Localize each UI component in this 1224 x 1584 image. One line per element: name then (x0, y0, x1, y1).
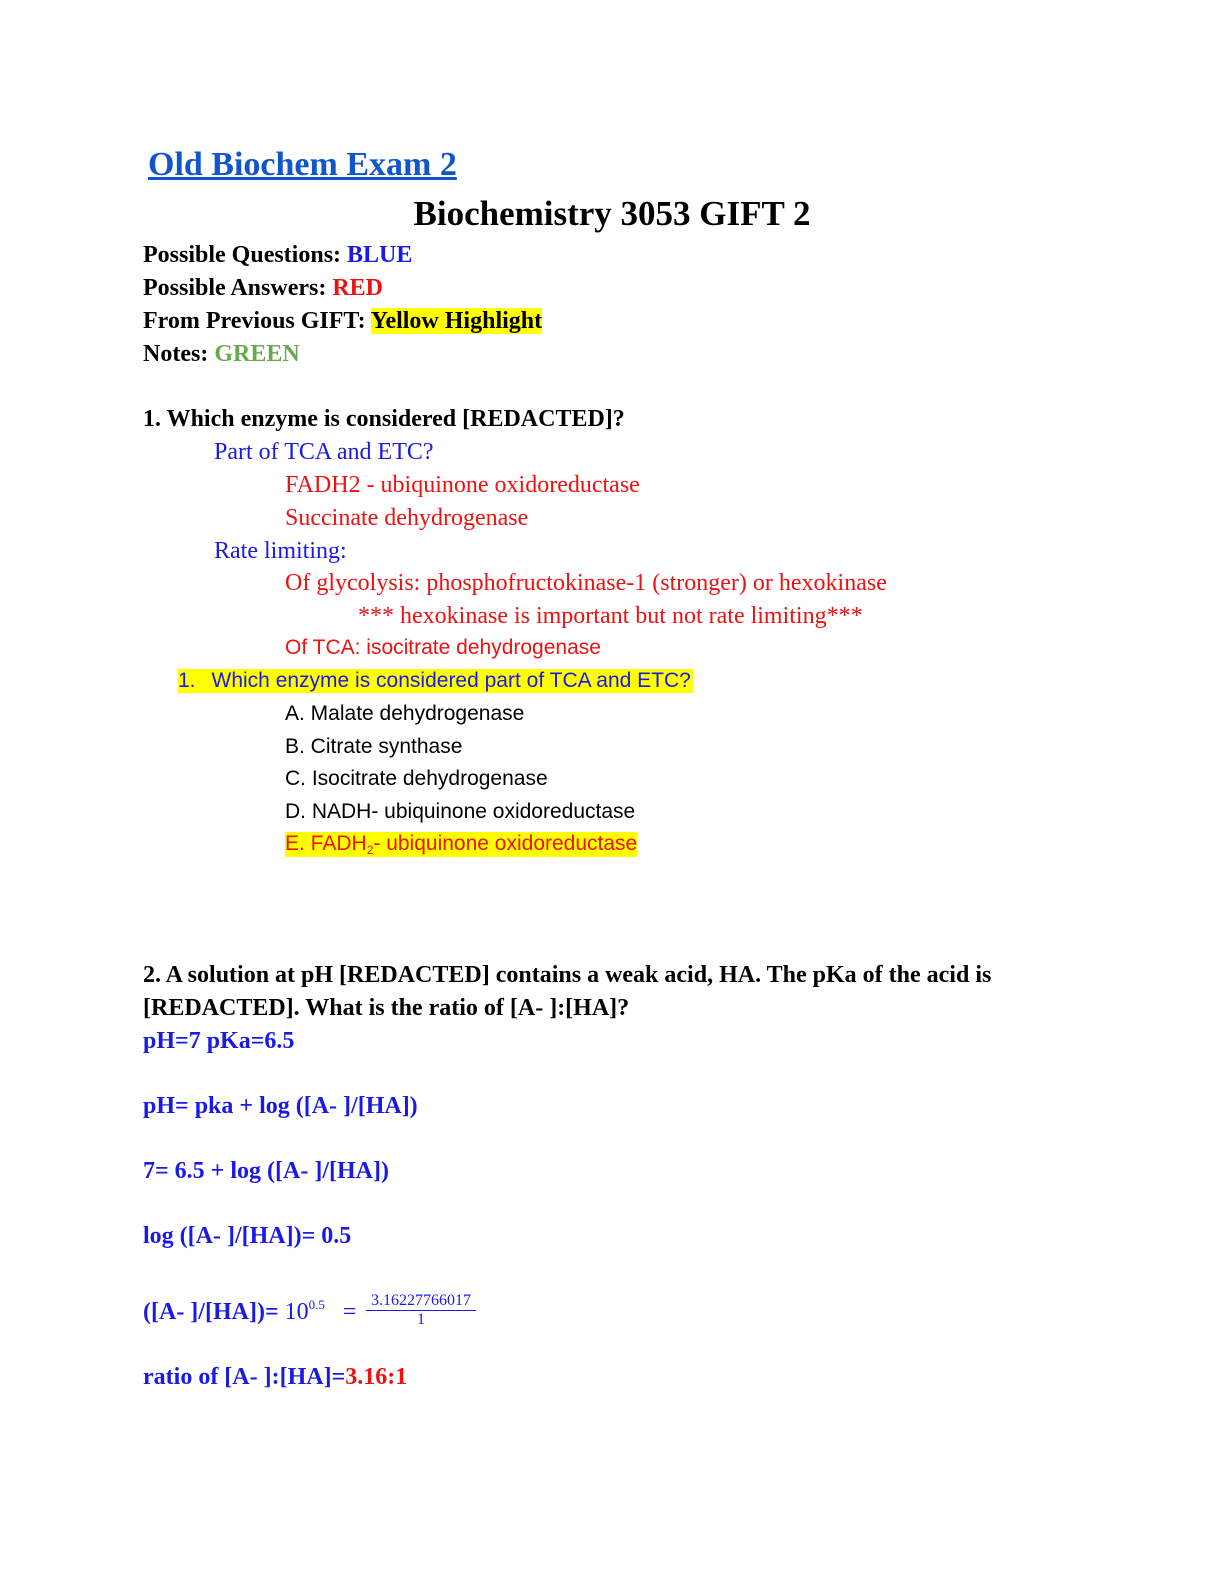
option-e-prefix: E. FADH (285, 832, 367, 855)
option-b: B. Citrate synthase (285, 735, 463, 758)
previous-question-number: 1. (178, 669, 196, 692)
option-e-suffix: - ubiquinone oxidoreductase (373, 832, 638, 855)
equation-4-lhs: ([A- ]/[HA])= (143, 1299, 279, 1325)
equation-4-equals: = (342, 1299, 357, 1325)
equation-3: log ([A- ]/[HA])= 0.5 (143, 1223, 352, 1249)
question-1-answer: FADH2 - ubiquinone oxidoreductase (285, 472, 640, 498)
legend-answers-value: RED (332, 275, 384, 301)
previous-question (178, 669, 693, 693)
legend-previous-value: Yellow Highlight (370, 308, 543, 334)
ratio-value: 3.16:1 (345, 1364, 408, 1390)
legend-answers (143, 275, 383, 302)
option-d: D. NADH- ubiquinone oxidoreductase (285, 800, 636, 823)
legend-questions-value: BLUE (347, 242, 413, 268)
question-1-subquestion: Part of TCA and ETC? (214, 439, 434, 465)
option-e-answer (285, 832, 637, 857)
fraction-denominator: 1 (417, 1311, 425, 1328)
page-title: Biochemistry 3053 GIFT 2 (413, 194, 811, 233)
equation-4-exponent: 0.5 (308, 1297, 325, 1312)
option-c: C. Isocitrate dehydrogenase (285, 767, 548, 790)
question-1-answer: Of TCA: isocitrate dehydrogenase (285, 636, 601, 659)
fraction-numerator: 3.16227766017 (366, 1292, 476, 1311)
legend-notes-value: GREEN (214, 341, 300, 367)
previous-question-text: Which enzyme is considered part of TCA and ETC? (211, 669, 691, 692)
legend-answers-label: Possible Answers: (143, 275, 327, 301)
equation-4 (143, 1297, 356, 1326)
fraction (366, 1292, 476, 1329)
question-2-heading-line1: 2. A solution at pH [REDACTED] contains a weak acid, HA. The pKa of the acid is (143, 962, 992, 988)
legend-questions-label: Possible Questions: (143, 242, 342, 268)
question-1-heading: 1. Which enzyme is considered [REDACTED]? (143, 406, 625, 432)
question-1-subquestion: Rate limiting: (214, 538, 347, 564)
question-1-answer: Of glycolysis: phosphofructokinase-1 (stronger) or hexokinase (285, 570, 887, 596)
option-e-subscript: 2 (366, 843, 374, 857)
question-1-note: *** hexokinase is important but not rate limiting*** (358, 603, 863, 629)
equation-2: 7= 6.5 + log ([A- ]/[HA]) (143, 1158, 389, 1184)
question-1-answer: Succinate dehydrogenase (285, 505, 529, 531)
equation-4-base: 10 (284, 1299, 309, 1325)
question-2-given: pH=7 pKa=6.5 (143, 1028, 295, 1054)
equation-1: pH= pka + log ([A- ]/[HA]) (143, 1093, 418, 1119)
option-a: A. Malate dehydrogenase (285, 702, 525, 725)
legend-previous (143, 308, 542, 335)
title-link[interactable]: Old Biochem Exam 2 (148, 146, 457, 183)
ratio-line (143, 1364, 407, 1391)
legend-notes (143, 341, 300, 368)
legend-previous-label: From Previous GIFT: (143, 308, 366, 334)
legend-questions (143, 242, 412, 269)
ratio-label: ratio of [A- ]:[HA]= (143, 1364, 346, 1390)
legend-notes-label: Notes: (143, 341, 209, 367)
question-2-heading-line2: [REDACTED]. What is the ratio of [A- ]:[HA]? (143, 995, 630, 1021)
